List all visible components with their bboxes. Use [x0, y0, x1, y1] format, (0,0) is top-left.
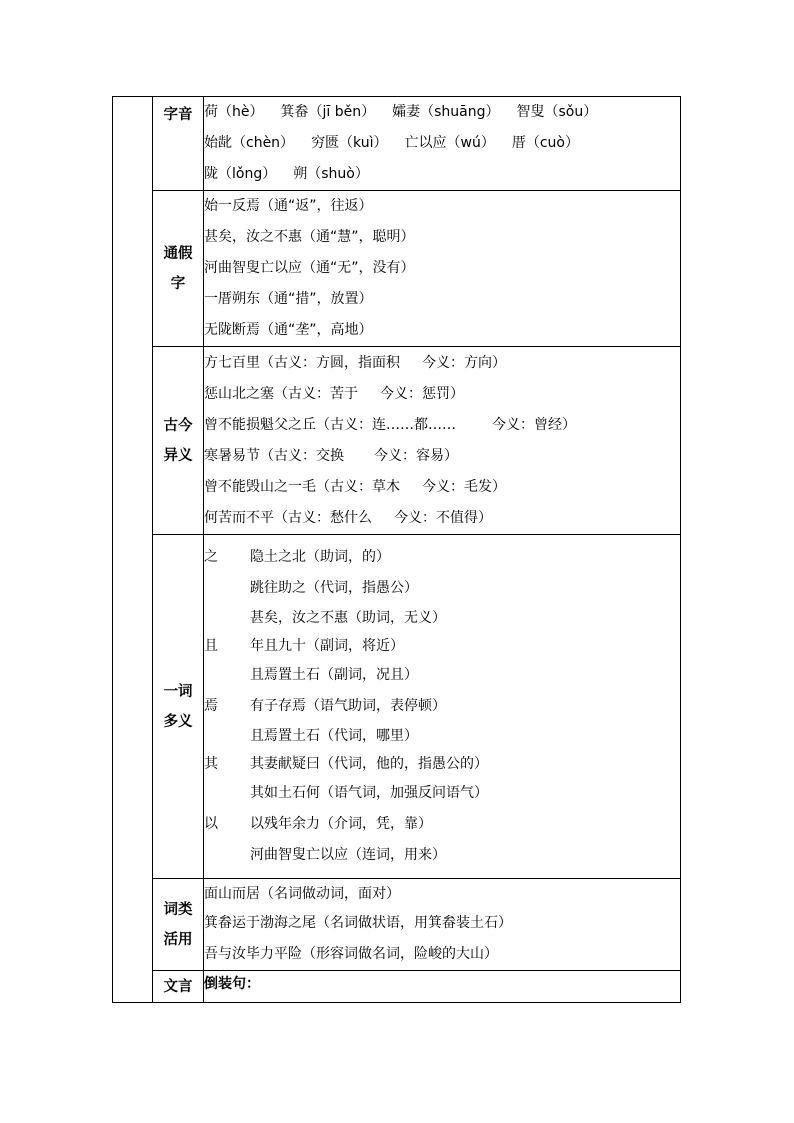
- polysemy-item: [204, 604, 680, 632]
- content-ancient-modern: [204, 347, 681, 535]
- pronunciation-item: 朔（shuò）: [293, 166, 369, 182]
- label-loan-characters: [153, 191, 204, 347]
- pronunciation-item: 孀妻（shuāng）: [392, 104, 500, 120]
- meaning-item: [204, 472, 680, 503]
- blank-column: [113, 97, 153, 1003]
- polysemy-example: 且焉置土石（代词，哪里）: [250, 728, 418, 744]
- modern-meaning: 今义：毛发）: [422, 478, 506, 495]
- pronunciation-item: 厝（cuò）: [511, 135, 579, 151]
- polysemy-example: 隐土之北（助词，的）: [250, 549, 390, 565]
- modern-meaning: 今义：惩罚）: [380, 385, 464, 402]
- row-classical: [113, 971, 681, 1003]
- ancient-meaning: 方七百里（古义：方圆，指面积: [204, 354, 400, 371]
- label-classical: 文言: [153, 971, 204, 1003]
- label-top: 古今: [163, 417, 193, 434]
- study-table: [112, 96, 681, 1003]
- meaning-item: [204, 441, 680, 472]
- polysemy-word: 之: [204, 549, 218, 565]
- pronunciation-line: [204, 97, 680, 128]
- label-top: 词类: [163, 901, 193, 918]
- ancient-meaning: 何苦而不平（古义：愁什么: [204, 509, 372, 526]
- polysemy-item: [204, 660, 680, 691]
- modern-meaning: 今义：方向）: [422, 354, 506, 371]
- content-classical: 倒装句：: [204, 971, 681, 1003]
- content-polysemy: [204, 535, 681, 879]
- pronunciation-item: 荷（hè）: [204, 104, 264, 120]
- label-bottom: 活用: [163, 931, 193, 948]
- polysemy-item: [204, 750, 680, 778]
- label-pronunciation: 字音: [153, 97, 204, 191]
- loan-item: 河曲智叟亡以应（通“无”，没有）: [204, 260, 415, 276]
- row-pronunciation: [113, 97, 681, 191]
- row-polysemy: [113, 535, 681, 879]
- word-class-item: 吾与汝毕力平险（形容词做名词，险峻的大山）: [204, 945, 498, 962]
- polysemy-word: 焉: [204, 698, 218, 714]
- loan-item: 一厝朔东（通“措”，放置）: [204, 291, 373, 307]
- polysemy-item: [204, 722, 680, 750]
- ancient-meaning: 惩山北之塞（古义：苦于: [204, 385, 358, 402]
- polysemy-item: [204, 573, 680, 604]
- pronunciation-item: 陇（lǒng）: [204, 166, 277, 182]
- meaning-item: [204, 379, 680, 410]
- pronunciation-item: 箕畚（jī běn）: [280, 104, 376, 120]
- label-ancient-modern: [153, 347, 204, 535]
- label-bottom: 异义: [163, 447, 193, 464]
- loan-item: 无陇断焉（通“垄”，高地）: [204, 322, 373, 338]
- polysemy-example: 甚矣，汝之不惠（助词，无义）: [250, 610, 446, 626]
- pronunciation-line: [204, 128, 680, 159]
- polysemy-item: [204, 632, 680, 660]
- polysemy-example: 年且九十（副词，将近）: [250, 638, 404, 654]
- modern-meaning: 今义：不值得）: [394, 509, 492, 526]
- content-loan-characters: [204, 191, 681, 347]
- label-polysemy: [153, 535, 204, 879]
- pronunciation-item: 穷匮（kuì）: [311, 135, 388, 151]
- meaning-item: [204, 348, 680, 379]
- meaning-item: [204, 410, 680, 441]
- label-top: 一词: [163, 683, 193, 700]
- ancient-meaning: 寒暑易节（古义：交换: [204, 447, 344, 464]
- polysemy-example: 其如土石何（语气词，加强反问语气）: [250, 785, 488, 801]
- row-word-class: [113, 879, 681, 971]
- polysemy-item: [204, 809, 680, 840]
- word-class-item: 箕畚运于渤海之尾（名词做状语，用箕畚装土石）: [204, 914, 512, 931]
- polysemy-example: 且焉置土石（副词，况且）: [250, 667, 418, 683]
- loan-item: 始一反焉（通“返”，往返）: [204, 198, 373, 214]
- polysemy-word: 其: [204, 756, 218, 772]
- label-bottom: 多义: [163, 713, 193, 730]
- content-word-class: [204, 879, 681, 971]
- label-word-class: [153, 879, 204, 971]
- pronunciation-line: [204, 159, 680, 190]
- polysemy-word: 以: [204, 816, 218, 832]
- modern-meaning: 今义：容易）: [374, 447, 458, 464]
- modern-meaning: 今义：曾经）: [492, 416, 576, 433]
- polysemy-item: [204, 840, 680, 871]
- polysemy-example: 以残年余力（介词，凭，靠）: [250, 816, 432, 832]
- pronunciation-item: 亡以应（wú）: [404, 135, 495, 151]
- polysemy-example: 河曲智叟亡以应（连词，用来）: [250, 847, 446, 863]
- pronunciation-item: 始龀（chèn）: [204, 135, 295, 151]
- meaning-item: [204, 503, 680, 534]
- polysemy-word: 且: [204, 638, 218, 654]
- polysemy-item: [204, 778, 680, 809]
- ancient-meaning: 曾不能损魁父之丘（古义：连……都……: [204, 416, 456, 433]
- polysemy-example: 跳往助之（代词，指愚公）: [250, 580, 418, 596]
- ancient-meaning: 曾不能毁山之一毛（古义：草木: [204, 478, 400, 495]
- label-bottom: 字: [170, 275, 186, 292]
- polysemy-example: 其妻献疑曰（代词，他的，指愚公的）: [250, 756, 488, 772]
- word-class-item: 面山而居（名词做动词，面对）: [204, 885, 400, 902]
- polysemy-item: [204, 691, 680, 722]
- polysemy-item: [204, 542, 680, 573]
- row-loan-characters: [113, 191, 681, 347]
- polysemy-example: 有子存焉（语气助词，表停顿）: [250, 698, 446, 714]
- pronunciation-item: 智叟（sǒu）: [516, 104, 598, 120]
- label-top: 通假: [163, 245, 193, 262]
- loan-item: 甚矣，汝之不惠（通“慧”，聪明）: [204, 229, 415, 245]
- content-pronunciation: [204, 97, 681, 191]
- row-ancient-modern: [113, 347, 681, 535]
